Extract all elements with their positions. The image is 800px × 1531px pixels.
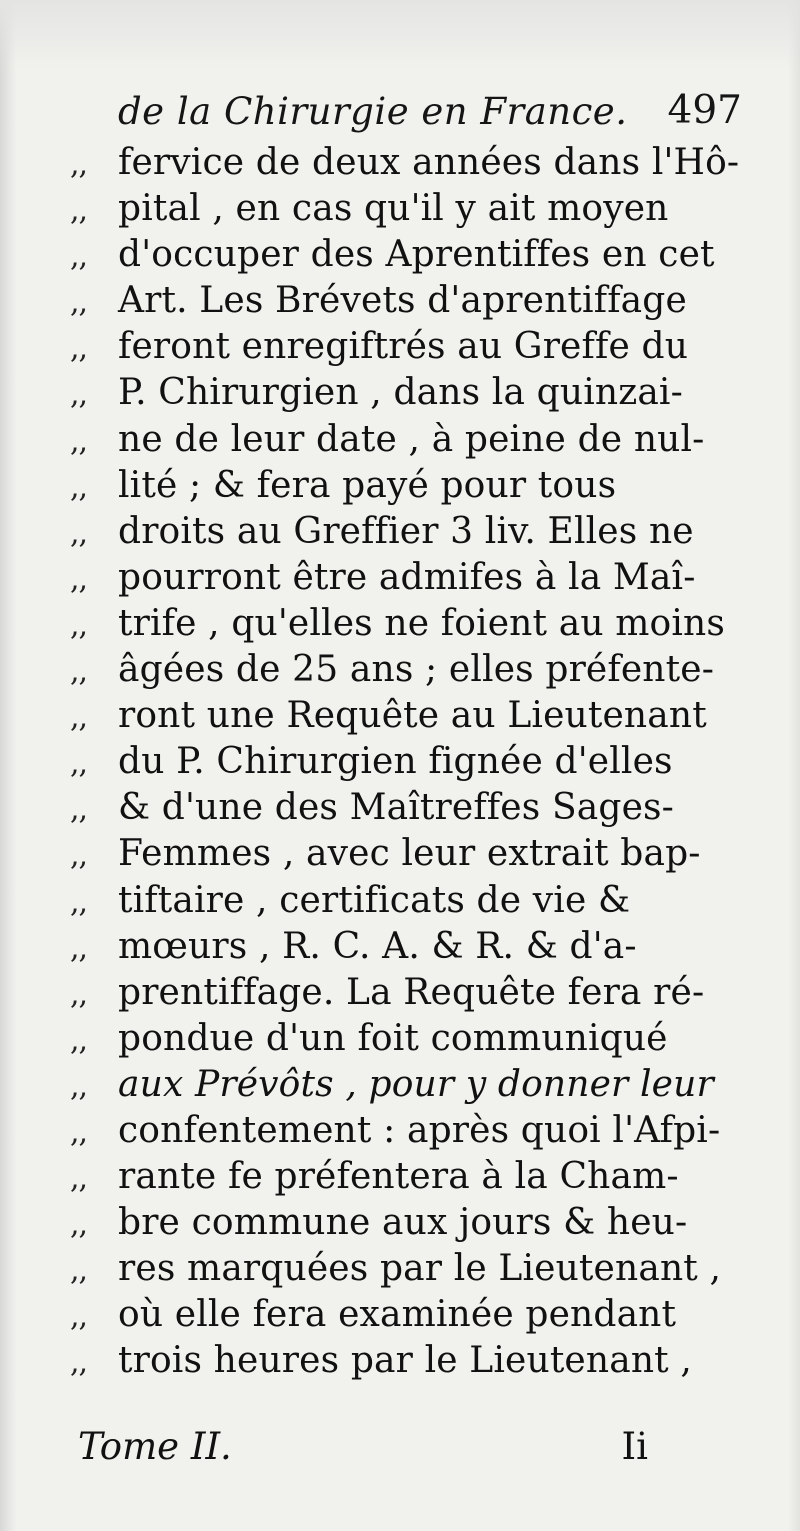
line-text: P. Chirurgien , dans la quinzai- [118,372,683,414]
quotation-mark: ,, [70,1068,88,1104]
line-text: du P. Chirurgien fignée d'elles [118,741,673,783]
quotation-mark: ,, [70,331,88,367]
line-text: mœurs , R. C. A. & R. & d'a- [118,925,637,967]
text-line [70,785,740,831]
volume-label: Tome II. [78,1425,232,1468]
quotation-mark: ,, [70,884,88,920]
text-line [70,1062,740,1108]
line-text: res marquées par le Lieutenant , [118,1248,722,1290]
gutter-shadow [0,0,16,1531]
body-text [70,140,740,1385]
quotation-mark: ,, [70,838,88,874]
text-line [70,1292,740,1338]
line-text: feront enregiftrés au Greffe du [118,326,689,368]
text-line [70,647,740,693]
quotation-mark: ,, [70,1161,88,1197]
line-text: où elle fera examinée pendant [118,1294,677,1336]
line-text: bre commune aux jours & heu- [118,1202,688,1244]
text-line [70,924,740,970]
text-line [70,370,740,416]
page-footer [78,1425,648,1475]
line-text: ront une Requête au Lieutenant [118,695,707,737]
quotation-mark: ,, [70,746,88,782]
quotation-mark: ,, [70,1022,88,1058]
text-line [70,417,740,463]
quotation-mark: ,, [70,700,88,736]
text-line [70,140,740,186]
text-line [70,601,740,647]
quotation-mark: ,, [70,377,88,413]
quotation-mark: ,, [70,147,88,182]
line-text: rante fe préfentera à la Cham- [118,1156,679,1198]
text-line [70,186,740,232]
text-line [70,1016,740,1062]
text-line [70,1154,740,1200]
text-line [70,555,740,601]
quotation-mark: ,, [70,654,88,690]
quotation-mark: ,, [70,561,88,597]
line-text: droits au Greffier 3 liv. Elles ne [118,510,694,552]
line-text: lité ; & fera payé pour tous [118,464,617,506]
line-text: trois heures par le Lieutenant , [118,1340,692,1382]
quotation-mark: ,, [70,193,88,229]
text-line [70,1108,740,1154]
text-line [70,1200,740,1246]
quotation-mark: ,, [70,1207,88,1243]
text-line [70,232,740,278]
quotation-mark: ,, [70,239,88,275]
line-text: prentiffage. La Requête fera ré- [118,971,705,1013]
text-line [70,970,740,1016]
line-text: pondue d'un foit communiqué [118,1017,668,1059]
quotation-mark: ,, [70,469,88,505]
text-line [70,324,740,370]
signature-mark: Ii [621,1425,648,1468]
line-text: Femmes , avec leur extrait bap- [118,833,701,875]
line-text: fervice de deux années dans l'Hô- [118,142,740,183]
quotation-mark: ,, [70,423,88,459]
line-text: âgées de 25 ans ; elles préfente- [118,649,715,691]
line-text: aux Prévôts , pour y donner leur [118,1063,714,1105]
line-text: confentement : après quoi l'Afpi- [118,1109,721,1151]
quotation-mark: ,, [70,285,88,321]
top-page-shadow [0,0,800,70]
text-line [70,509,740,555]
quotation-mark: ,, [70,1345,88,1381]
right-page-edge [788,0,800,1531]
page-number: 497 [667,88,742,133]
quotation-mark: ,, [70,792,88,828]
running-head [118,82,742,142]
line-text: & d'une des Maîtreffes Sages- [118,787,674,829]
quotation-mark: ,, [70,930,88,966]
quotation-mark: ,, [70,607,88,643]
running-title: de la Chirurgie en France. [118,90,628,133]
quotation-mark: ,, [70,1253,88,1289]
quotation-mark: ,, [70,1114,88,1150]
line-text: ne de leur date , à peine de nul- [118,418,705,460]
line-text: pital , en cas qu'il y ait moyen [118,188,669,230]
quotation-mark: ,, [70,515,88,551]
line-text: pourront être admifes à la Maî- [118,556,696,598]
line-text: Art. Les Brévets d'aprentiffage [118,280,687,322]
line-text: d'occuper des Aprentiffes en cet [118,234,715,276]
text-line [70,1246,740,1292]
text-line [70,878,740,924]
text-line [70,278,740,324]
quotation-mark: ,, [70,976,88,1012]
quotation-mark: ,, [70,1299,88,1335]
text-line [70,693,740,739]
text-line [70,739,740,785]
line-text: tiftaire , certificats de vie & [118,879,631,921]
text-line [70,463,740,509]
line-text: trife , qu'elles ne foient au moins [118,602,726,644]
text-line [70,1338,740,1384]
text-line [70,831,740,877]
